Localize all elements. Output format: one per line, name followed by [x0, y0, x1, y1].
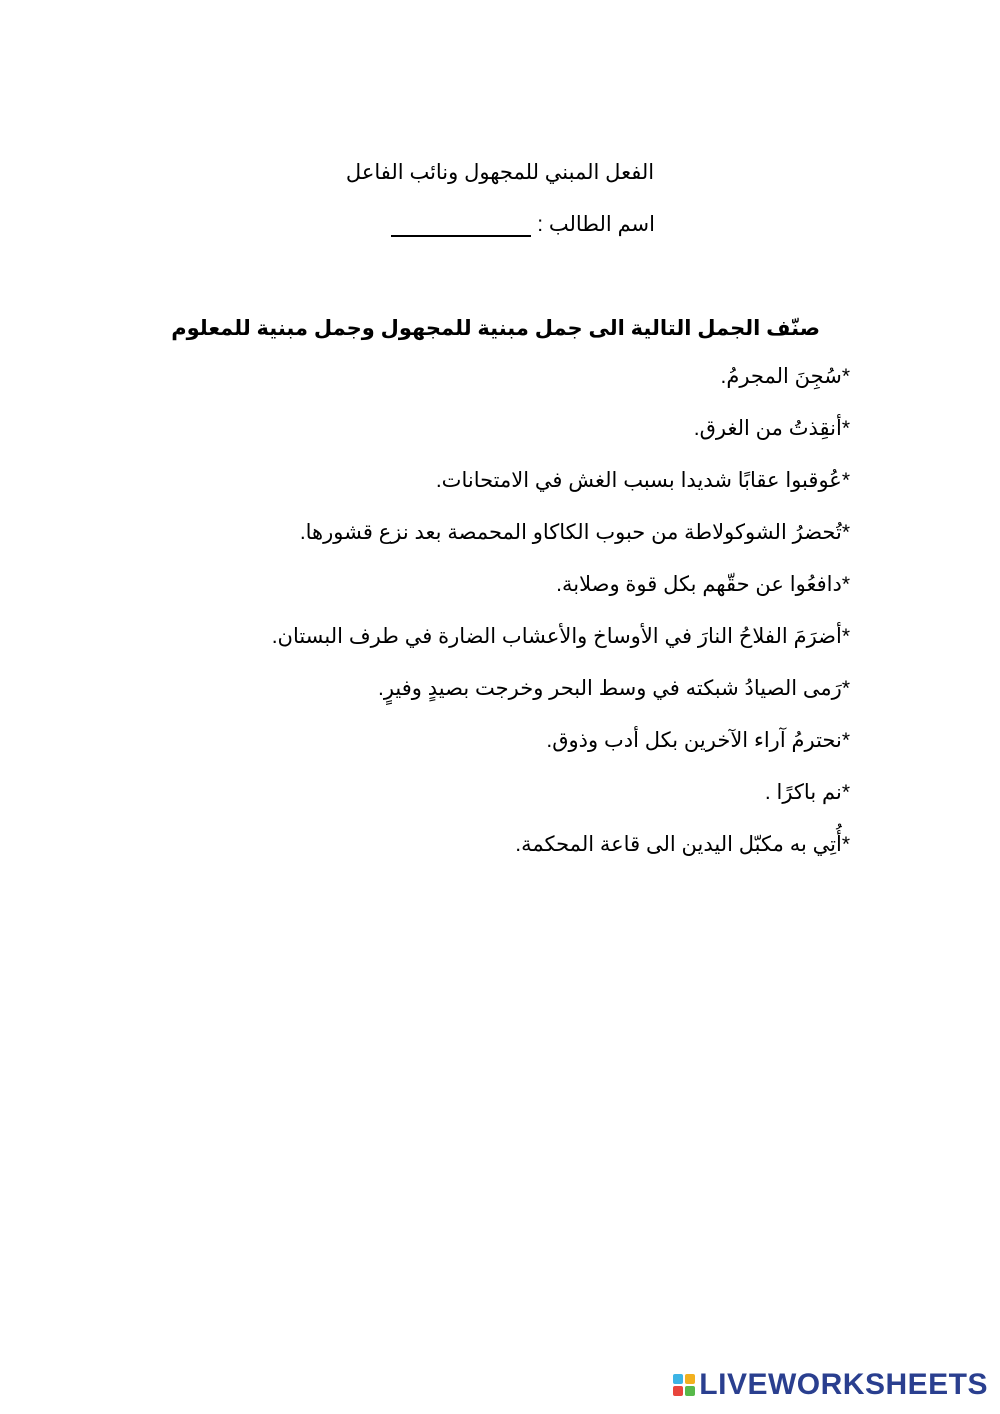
student-name-label: اسم الطالب : — [537, 213, 655, 236]
liveworksheets-logo-icon — [673, 1374, 695, 1396]
sentence-item: *أُتِي به مكبّل اليدين الى قاعة المحكمة. — [515, 833, 850, 856]
sentence-item: *عُوقبوا عقابًا شديدا بسبب الغش في الامتحانات. — [435, 469, 850, 492]
sentence-item: *دافعُوا عن حقّهم بكل قوة وصلابة. — [556, 573, 850, 596]
sentence-item: *سُجِنَ المجرمُ. — [720, 365, 850, 388]
student-name-blank[interactable] — [391, 213, 531, 237]
logo-square-blue — [673, 1374, 683, 1384]
instruction-text: صنّف الجمل التالية الى جمل مبنية للمجهول وجمل مبنية للمعلوم — [171, 317, 820, 340]
sentence-item: *تُحضرُ الشوكولاطة من حبوب الكاكاو المحمصة بعد نزع قشورها. — [299, 521, 850, 544]
sentence-item: *أنقِذتُ من الغرق. — [693, 417, 850, 440]
logo-square-green — [685, 1386, 695, 1396]
sentence-item: *أضرَمَ الفلاحُ النارَ في الأوساخ والأعشاب الضارة في طرف البستان. — [271, 625, 850, 648]
logo-square-yellow — [685, 1374, 695, 1384]
student-name-row — [355, 212, 655, 237]
sentence-item: *رَمى الصيادُ شبكته في وسط البحر وخرجت بصيدٍ وفيرٍ. — [378, 677, 850, 700]
logo-text: LIVEWORKSHEETS — [699, 1368, 988, 1401]
sentence-item: *نم باكرًا . — [764, 781, 850, 804]
sentence-item: *نحترمُ آراء الآخرين بكل أدب وذوق. — [546, 729, 850, 752]
liveworksheets-logo[interactable] — [673, 1368, 988, 1402]
sentence-list — [150, 360, 850, 880]
logo-square-red — [673, 1386, 683, 1396]
worksheet-title: الفعل المبني للمجهول ونائب الفاعل — [345, 161, 655, 184]
